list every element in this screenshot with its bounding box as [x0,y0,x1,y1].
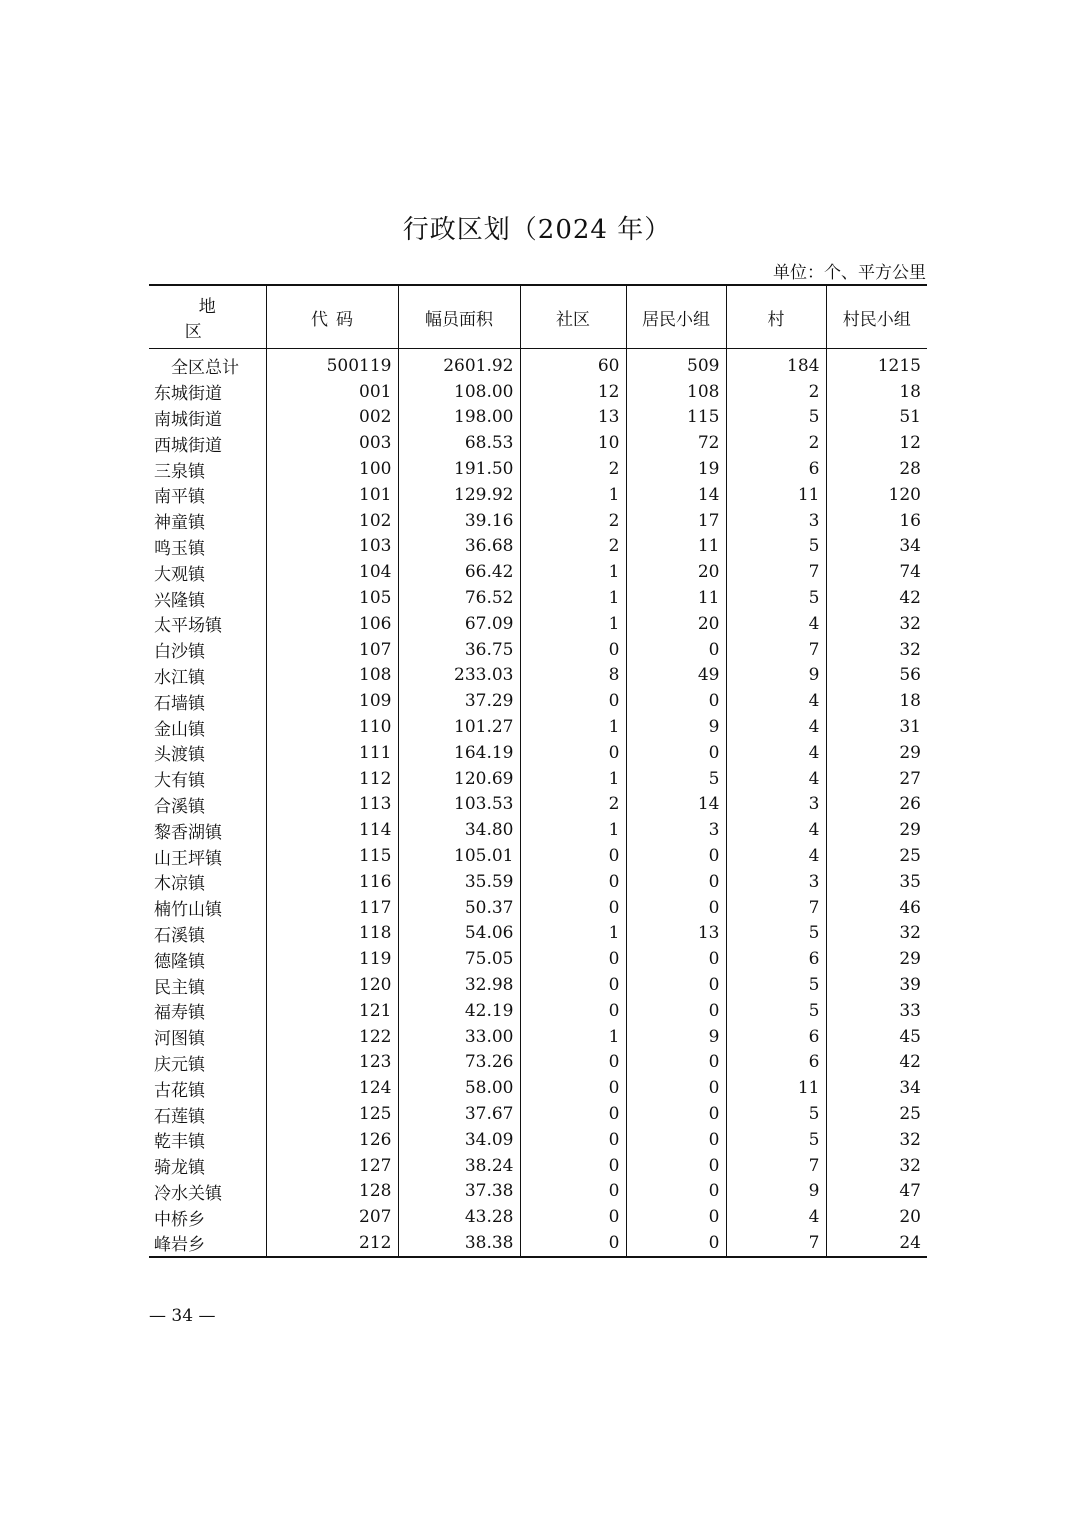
cell-code: 116 [266,869,398,895]
table-body [149,349,927,1257]
cell-region: 河图镇 [154,1029,205,1050]
cell-region: 古花镇 [154,1080,205,1101]
cell-village: 11 [726,1075,826,1101]
cell-resident-group: 0 [626,1204,726,1230]
cell-region: 东城街道 [154,384,222,405]
cell-villager-group: 56 [826,663,927,689]
cell-area: 191.50 [398,456,520,482]
cell-resident-group: 49 [626,663,726,689]
cell-area: 37.67 [398,1101,520,1127]
cell-community: 0 [520,1153,626,1179]
cell-village: 7 [726,1153,826,1179]
cell-resident-group: 20 [626,611,726,637]
cell-area: 36.68 [398,534,520,560]
cell-villager-group: 74 [826,559,927,585]
table-row [149,559,927,585]
cell-community: 0 [520,895,626,921]
cell-region: 民主镇 [154,977,205,998]
table-row [149,1179,927,1205]
cell-community: 1 [520,1024,626,1050]
cell-village: 4 [726,766,826,792]
table-row [149,663,927,689]
cell-village: 4 [726,611,826,637]
cell-area: 120.69 [398,766,520,792]
cell-region: 庆元镇 [154,1054,205,1075]
cell-community: 1 [520,559,626,585]
cell-community: 0 [520,688,626,714]
cell-area: 58.00 [398,1075,520,1101]
cell-code: 002 [266,405,398,431]
cell-villager-group: 31 [826,714,927,740]
cell-village: 184 [726,349,826,379]
cell-villager-group: 34 [826,1075,927,1101]
cell-villager-group: 32 [826,921,927,947]
cell-region: 水江镇 [154,667,205,688]
cell-region: 峰岩乡 [149,1230,266,1257]
cell-villager-group: 29 [826,740,927,766]
cell-region: 金山镇 [154,719,205,740]
cell-code: 118 [266,921,398,947]
cell-resident-group: 3 [626,817,726,843]
cell-village: 5 [726,998,826,1024]
cell-code: 125 [266,1101,398,1127]
table-row [149,688,927,714]
cell-resident-group: 0 [626,895,726,921]
cell-resident-group: 0 [626,1179,726,1205]
cell-community: 0 [520,1127,626,1153]
cell-community: 0 [520,1230,626,1257]
cell-code: 001 [266,379,398,405]
table-row [149,792,927,818]
table-row [149,456,927,482]
table-row [149,379,927,405]
cell-code: 108 [266,663,398,689]
cell-community: 1 [520,611,626,637]
cell-community: 0 [520,869,626,895]
cell-code: 115 [266,843,398,869]
table-row [149,611,927,637]
cell-code: 106 [266,611,398,637]
cell-code: 111 [266,740,398,766]
cell-village: 5 [726,585,826,611]
cell-community: 1 [520,766,626,792]
cell-code: 120 [266,972,398,998]
table-row [149,534,927,560]
cell-code: 207 [266,1204,398,1230]
cell-community: 0 [520,972,626,998]
cell-code: 212 [266,1230,398,1257]
cell-code: 103 [266,534,398,560]
table-row [149,998,927,1024]
cell-villager-group: 32 [826,637,927,663]
table-row [149,585,927,611]
cell-code: 112 [266,766,398,792]
cell-village: 6 [726,1050,826,1076]
cell-area: 76.52 [398,585,520,611]
cell-villager-group: 34 [826,534,927,560]
cell-resident-group: 0 [626,946,726,972]
table-row [149,1075,927,1101]
cell-area: 198.00 [398,405,520,431]
cell-village: 5 [726,921,826,947]
cell-code: 101 [266,482,398,508]
cell-resident-group: 11 [626,534,726,560]
cell-region: 兴隆镇 [154,590,205,611]
cell-village: 5 [726,405,826,431]
cell-area: 34.09 [398,1127,520,1153]
cell-villager-group: 26 [826,792,927,818]
cell-region: 大观镇 [154,564,205,585]
cell-community: 0 [520,1050,626,1076]
table-row [149,1230,927,1257]
cell-village: 5 [726,972,826,998]
cell-region: 骑龙镇 [154,1158,205,1179]
cell-area: 32.98 [398,972,520,998]
cell-villager-group: 46 [826,895,927,921]
cell-community: 0 [520,998,626,1024]
table-row [149,895,927,921]
cell-region: 石墙镇 [154,693,205,714]
table-row [149,405,927,431]
cell-village: 4 [726,740,826,766]
cell-village: 4 [726,714,826,740]
cell-code: 114 [266,817,398,843]
cell-code: 127 [266,1153,398,1179]
page-number: — 34 — [149,1306,216,1326]
cell-village: 4 [726,817,826,843]
cell-area: 54.06 [398,921,520,947]
cell-region: 山王坪镇 [154,848,222,869]
cell-village: 2 [726,379,826,405]
cell-code: 102 [266,508,398,534]
cell-resident-group: 0 [626,869,726,895]
table-row [149,972,927,998]
cell-village: 3 [726,869,826,895]
cell-resident-group: 0 [626,1230,726,1257]
cell-resident-group: 0 [626,1101,726,1127]
cell-resident-group: 115 [626,405,726,431]
cell-village: 6 [726,456,826,482]
cell-code: 122 [266,1024,398,1050]
cell-villager-group: 51 [826,405,927,431]
cell-region: 太平场镇 [154,616,222,637]
cell-resident-group: 108 [626,379,726,405]
cell-village: 7 [726,1230,826,1257]
cell-community: 1 [520,714,626,740]
unit-note: 单位：个、平方公里 [773,263,926,283]
cell-area: 42.19 [398,998,520,1024]
cell-region: 白沙镇 [154,642,205,663]
cell-village: 7 [726,895,826,921]
cell-region: 全区总计 [171,358,239,379]
cell-region: 木凉镇 [154,874,205,895]
cell-village: 5 [726,1101,826,1127]
cell-area: 50.37 [398,895,520,921]
table-row [149,1127,927,1153]
cell-area: 37.38 [398,1179,520,1205]
cell-resident-group: 14 [626,482,726,508]
cell-villager-group: 29 [826,946,927,972]
cell-community: 8 [520,663,626,689]
cell-community: 0 [520,946,626,972]
cell-code: 123 [266,1050,398,1076]
cell-village: 11 [726,482,826,508]
table-row [149,1101,927,1127]
cell-region: 黎香湖镇 [154,822,222,843]
table-row [149,508,927,534]
cell-area: 129.92 [398,482,520,508]
cell-area: 34.80 [398,817,520,843]
cell-area: 38.24 [398,1153,520,1179]
table-row [149,946,927,972]
cell-village: 3 [726,792,826,818]
cell-area: 33.00 [398,1024,520,1050]
cell-community: 0 [520,740,626,766]
cell-region: 石溪镇 [154,925,205,946]
cell-villager-group: 1215 [826,349,927,379]
cell-region: 南城街道 [154,409,222,430]
column-header-villager-group: 村民小组 [826,285,927,349]
cell-villager-group: 25 [826,843,927,869]
cell-area: 36.75 [398,637,520,663]
cell-community: 10 [520,430,626,456]
cell-region: 福寿镇 [154,1003,205,1024]
cell-code: 500119 [266,349,398,379]
column-header-village: 村 [726,285,826,349]
cell-village: 6 [726,946,826,972]
cell-region: 西城街道 [154,435,222,456]
cell-code: 117 [266,895,398,921]
cell-code: 105 [266,585,398,611]
cell-village: 7 [726,637,826,663]
cell-region: 头渡镇 [154,745,205,766]
cell-area: 43.28 [398,1204,520,1230]
table-row [149,766,927,792]
cell-villager-group: 25 [826,1101,927,1127]
cell-community: 1 [520,921,626,947]
cell-code: 109 [266,688,398,714]
table-row [149,869,927,895]
cell-community: 0 [520,1101,626,1127]
cell-area: 101.27 [398,714,520,740]
cell-village: 5 [726,534,826,560]
cell-area: 68.53 [398,430,520,456]
table-row [149,714,927,740]
cell-village: 4 [726,1204,826,1230]
cell-area: 38.38 [398,1230,520,1257]
column-header-area: 幅员面积 [398,285,520,349]
cell-community: 0 [520,1204,626,1230]
cell-community: 0 [520,637,626,663]
cell-villager-group: 27 [826,766,927,792]
cell-resident-group: 20 [626,559,726,585]
cell-area: 37.29 [398,688,520,714]
table-row [149,921,927,947]
table-row [149,1024,927,1050]
cell-area: 39.16 [398,508,520,534]
cell-villager-group: 28 [826,456,927,482]
cell-area: 105.01 [398,843,520,869]
cell-area: 103.53 [398,792,520,818]
cell-region: 南平镇 [154,487,205,508]
cell-code: 100 [266,456,398,482]
cell-resident-group: 0 [626,1050,726,1076]
cell-community: 0 [520,843,626,869]
cell-code: 110 [266,714,398,740]
cell-community: 1 [520,585,626,611]
cell-region: 合溪镇 [154,796,205,817]
cell-village: 3 [726,508,826,534]
cell-village: 2 [726,430,826,456]
cell-resident-group: 0 [626,688,726,714]
cell-resident-group: 0 [626,1153,726,1179]
cell-code: 124 [266,1075,398,1101]
cell-villager-group: 18 [826,379,927,405]
cell-community: 1 [520,482,626,508]
cell-villager-group: 20 [826,1204,927,1230]
cell-resident-group: 0 [626,972,726,998]
cell-resident-group: 14 [626,792,726,818]
cell-community: 2 [520,508,626,534]
cell-villager-group: 42 [826,1050,927,1076]
cell-community: 2 [520,792,626,818]
table-row [149,637,927,663]
cell-area: 75.05 [398,946,520,972]
cell-code: 003 [266,430,398,456]
table-row [149,430,927,456]
cell-region: 鸣玉镇 [154,538,205,559]
cell-villager-group: 32 [826,1153,927,1179]
cell-code: 104 [266,559,398,585]
cell-area: 35.59 [398,869,520,895]
cell-region: 冷水关镇 [154,1183,222,1204]
cell-resident-group: 9 [626,1024,726,1050]
table-row [149,1204,927,1230]
admin-division-table [149,284,927,1258]
cell-region: 神童镇 [154,513,205,534]
data-table-container [149,284,927,1258]
cell-area: 73.26 [398,1050,520,1076]
column-header-code: 代码 [266,285,398,349]
cell-resident-group: 0 [626,998,726,1024]
cell-region: 德隆镇 [154,951,205,972]
cell-area: 67.09 [398,611,520,637]
cell-villager-group: 33 [826,998,927,1024]
cell-code: 107 [266,637,398,663]
cell-resident-group: 13 [626,921,726,947]
cell-region: 大有镇 [154,771,205,792]
cell-villager-group: 32 [826,1127,927,1153]
cell-area: 164.19 [398,740,520,766]
cell-resident-group: 0 [626,740,726,766]
cell-code: 113 [266,792,398,818]
cell-villager-group: 12 [826,430,927,456]
cell-code: 126 [266,1127,398,1153]
cell-community: 2 [520,534,626,560]
cell-area: 233.03 [398,663,520,689]
cell-code: 119 [266,946,398,972]
cell-code: 128 [266,1179,398,1205]
cell-region: 乾丰镇 [154,1132,205,1153]
cell-region: 石莲镇 [154,1106,205,1127]
cell-resident-group: 72 [626,430,726,456]
cell-community: 13 [520,405,626,431]
cell-community: 0 [520,1179,626,1205]
cell-community: 60 [520,349,626,379]
cell-resident-group: 19 [626,456,726,482]
cell-resident-group: 0 [626,1127,726,1153]
cell-villager-group: 47 [826,1179,927,1205]
column-header-region: 地区 [149,285,266,349]
cell-village: 9 [726,663,826,689]
table-row [149,1050,927,1076]
column-header-community: 社区 [520,285,626,349]
cell-resident-group: 9 [626,714,726,740]
column-header-resident-group: 居民小组 [626,285,726,349]
cell-region: 楠竹山镇 [154,900,222,921]
cell-villager-group: 24 [826,1230,927,1257]
cell-resident-group: 509 [626,349,726,379]
cell-resident-group: 0 [626,637,726,663]
cell-resident-group: 5 [626,766,726,792]
table-row [149,1153,927,1179]
cell-villager-group: 16 [826,508,927,534]
cell-village: 4 [726,843,826,869]
table-row [149,817,927,843]
table-row [149,843,927,869]
table-row [149,740,927,766]
cell-villager-group: 32 [826,611,927,637]
cell-villager-group: 18 [826,688,927,714]
cell-resident-group: 0 [626,843,726,869]
cell-village: 7 [726,559,826,585]
cell-area: 66.42 [398,559,520,585]
table-row-total [149,349,927,379]
cell-village: 9 [726,1179,826,1205]
table-row [149,482,927,508]
cell-village: 6 [726,1024,826,1050]
cell-community: 1 [520,817,626,843]
cell-resident-group: 17 [626,508,726,534]
cell-villager-group: 42 [826,585,927,611]
cell-area: 108.00 [398,379,520,405]
cell-community: 2 [520,456,626,482]
cell-region: 中桥乡 [154,1209,205,1230]
cell-villager-group: 29 [826,817,927,843]
table-header [149,285,927,349]
page-title: 行政区划（2024 年） [402,215,672,245]
cell-area: 2601.92 [398,349,520,379]
cell-village: 4 [726,688,826,714]
cell-villager-group: 120 [826,482,927,508]
cell-resident-group: 11 [626,585,726,611]
cell-community: 12 [520,379,626,405]
cell-villager-group: 35 [826,869,927,895]
cell-resident-group: 0 [626,1075,726,1101]
cell-villager-group: 45 [826,1024,927,1050]
cell-region: 三泉镇 [154,461,205,482]
cell-village: 5 [726,1127,826,1153]
cell-villager-group: 39 [826,972,927,998]
cell-community: 0 [520,1075,626,1101]
cell-code: 121 [266,998,398,1024]
